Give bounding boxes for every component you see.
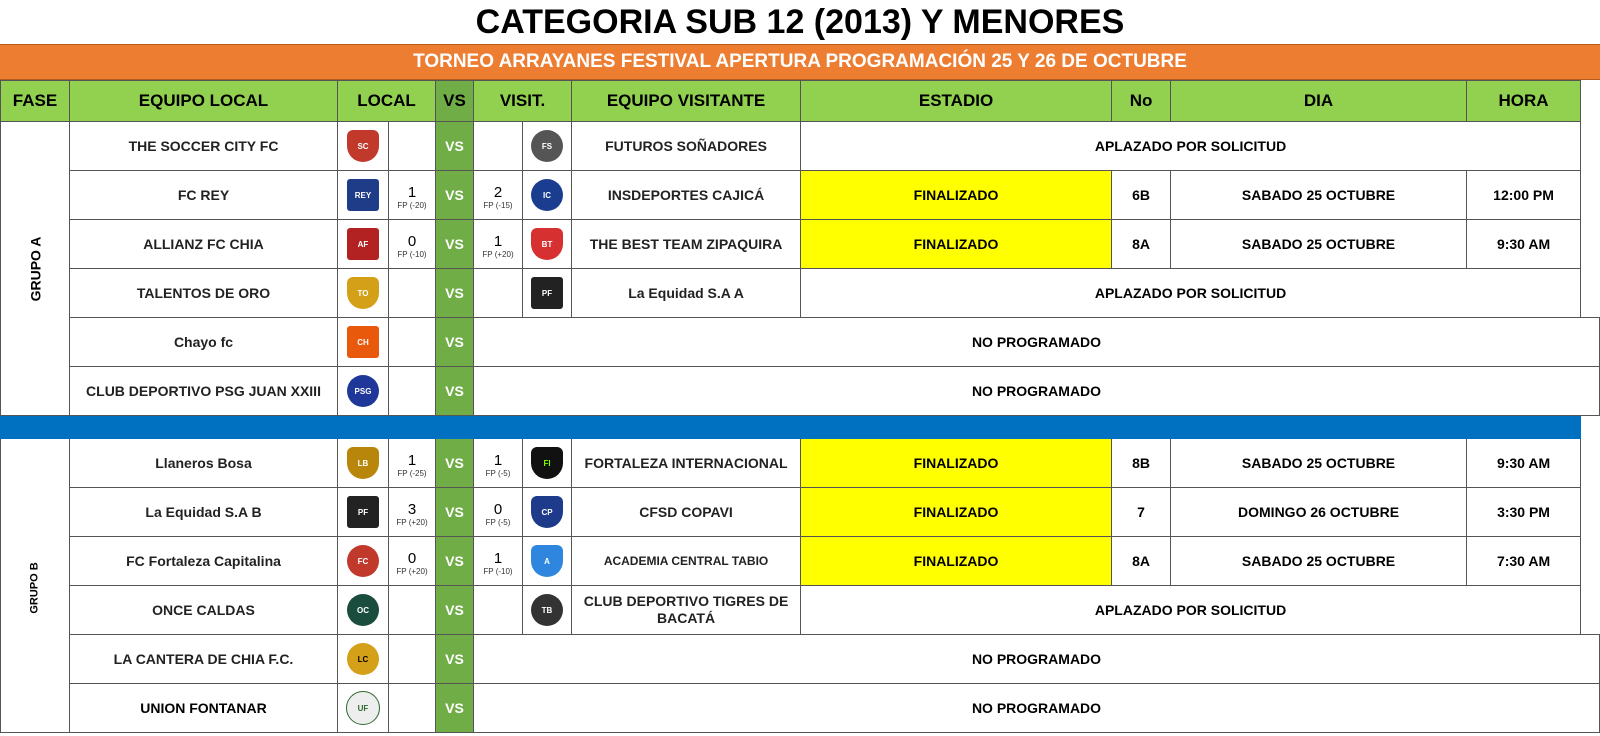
visitor-team: La Equidad S.A A	[572, 269, 801, 318]
local-score: 3 FP (+20)	[389, 488, 436, 537]
vs-cell: VS	[436, 488, 474, 537]
stadium-status: FINALIZADO	[801, 488, 1112, 537]
table-row	[1, 122, 1600, 171]
visit-score: 2 FP (-15)	[474, 171, 523, 220]
local-team: La Equidad S.A B	[70, 488, 338, 537]
central-tabio-logo-icon: A	[531, 545, 563, 577]
field-number: 6B	[1112, 171, 1171, 220]
local-team: LA CANTERA DE CHIA F.C.	[70, 635, 338, 684]
local-score: 1 FP (-25)	[389, 439, 436, 488]
header-local-team: EQUIPO LOCAL	[70, 81, 338, 122]
table-row	[1, 586, 1600, 635]
match-status: NO PROGRAMADO	[474, 318, 1600, 367]
vs-cell: VS	[436, 586, 474, 635]
match-hour: 12:00 PM	[1467, 171, 1581, 220]
fortaleza-internacional-logo-icon: FI	[531, 447, 563, 479]
local-score: 0 FP (+20)	[389, 537, 436, 586]
visitor-team: CFSD COPAVI	[572, 488, 801, 537]
match-hour: 3:30 PM	[1467, 488, 1581, 537]
insdeportes-logo-icon: IC	[531, 179, 563, 211]
table-row	[1, 269, 1600, 318]
local-team: ALLIANZ FC CHIA	[70, 220, 338, 269]
visit-score: 1 FP (-5)	[474, 439, 523, 488]
vs-cell: VS	[436, 684, 474, 733]
once-caldas-logo-icon: OC	[347, 594, 379, 626]
fc-rey-logo-icon: REY	[347, 179, 379, 211]
best-team-logo-icon: BT	[531, 228, 563, 260]
visit-score: 1 FP (+20)	[474, 220, 523, 269]
stadium-status: FINALIZADO	[801, 537, 1112, 586]
table-row	[1, 171, 1600, 220]
table-row	[1, 439, 1600, 488]
local-team: FC Fortaleza Capitalina	[70, 537, 338, 586]
field-number: 8A	[1112, 220, 1171, 269]
header-no: No	[1112, 81, 1171, 122]
header-stadium: ESTADIO	[801, 81, 1112, 122]
table-row	[1, 537, 1600, 586]
match-hour: 9:30 AM	[1467, 220, 1581, 269]
group-b-label: GRUPO B	[1, 439, 70, 733]
visitor-team: ACADEMIA CENTRAL TABIO	[572, 537, 801, 586]
vs-cell: VS	[436, 439, 474, 488]
match-status: NO PROGRAMADO	[474, 635, 1600, 684]
local-team: Chayo fc	[70, 318, 338, 367]
match-hour: 7:30 AM	[1467, 537, 1581, 586]
field-number: 7	[1112, 488, 1171, 537]
vs-cell: VS	[436, 367, 474, 416]
fortaleza-capitalina-logo-icon: FC	[347, 545, 379, 577]
allianz-logo-icon: AF	[347, 228, 379, 260]
group-a-label: GRUPO A	[1, 122, 70, 416]
table-row	[1, 220, 1600, 269]
vs-cell: VS	[436, 537, 474, 586]
match-day: SABADO 25 OCTUBRE	[1171, 439, 1467, 488]
futuros-sonadores-logo-icon: FS	[531, 130, 563, 162]
table-row	[1, 318, 1600, 367]
local-team: FC REY	[70, 171, 338, 220]
local-team: UNION FONTANAR	[70, 684, 338, 733]
cantera-chia-logo-icon: LC	[347, 643, 379, 675]
match-status: NO PROGRAMADO	[474, 684, 1600, 733]
the-soccer-city-logo-icon: SC	[347, 130, 379, 162]
visitor-team: CLUB DEPORTIVO TIGRES DE BACATÁ	[572, 586, 801, 635]
match-hour: 9:30 AM	[1467, 439, 1581, 488]
vs-cell: VS	[436, 171, 474, 220]
union-fontanar-logo-icon: UF	[346, 691, 380, 725]
header-row	[1, 81, 1600, 122]
match-status: APLAZADO POR SOLICITUD	[801, 586, 1581, 635]
field-number: 8B	[1112, 439, 1171, 488]
schedule-table	[0, 80, 1600, 733]
visit-score: 1 FP (-10)	[474, 537, 523, 586]
local-team: TALENTOS DE ORO	[70, 269, 338, 318]
talentos-de-oro-logo-icon: TO	[347, 277, 379, 309]
local-score: 0 FP (-10)	[389, 220, 436, 269]
vs-cell: VS	[436, 122, 474, 171]
match-day: SABADO 25 OCTUBRE	[1171, 220, 1467, 269]
visitor-team: THE BEST TEAM ZIPAQUIRA	[572, 220, 801, 269]
stadium-status: FINALIZADO	[801, 220, 1112, 269]
tournament-banner: TORNEO ARRAYANES FESTIVAL APERTURA PROGRAMACIÓN 25 Y 26 DE OCTUBRE	[0, 44, 1600, 80]
header-hour: HORA	[1467, 81, 1581, 122]
visitor-team: INSDEPORTES CAJICÁ	[572, 171, 801, 220]
page-title: CATEGORIA SUB 12 (2013) Y MENORES	[475, 3, 1125, 41]
equidad-b-logo-icon: PF	[347, 496, 379, 528]
header-visit: VISIT.	[474, 81, 572, 122]
match-day: SABADO 25 OCTUBRE	[1171, 171, 1467, 220]
stadium-status: FINALIZADO	[801, 439, 1112, 488]
stadium-status: FINALIZADO	[801, 171, 1112, 220]
header-visit-team: EQUIPO VISITANTE	[572, 81, 801, 122]
tigres-bacata-logo-icon: TB	[531, 594, 563, 626]
local-team: THE SOCCER CITY FC	[70, 122, 338, 171]
local-score: 1 FP (-20)	[389, 171, 436, 220]
match-day: DOMINGO 26 OCTUBRE	[1171, 488, 1467, 537]
equidad-logo-icon: PF	[531, 277, 563, 309]
table-row	[1, 635, 1600, 684]
header-day: DIA	[1171, 81, 1467, 122]
field-number: 8A	[1112, 537, 1171, 586]
vs-cell: VS	[436, 269, 474, 318]
vs-cell: VS	[436, 635, 474, 684]
visitor-team: FUTUROS SOÑADORES	[572, 122, 801, 171]
table-row	[1, 367, 1600, 416]
local-team: ONCE CALDAS	[70, 586, 338, 635]
copavi-logo-icon: CP	[531, 496, 563, 528]
visit-score: 0 FP (-5)	[474, 488, 523, 537]
local-team: Llaneros Bosa	[70, 439, 338, 488]
vs-cell: VS	[436, 220, 474, 269]
group-separator	[1, 416, 1600, 439]
llaneros-logo-icon: LB	[347, 447, 379, 479]
match-status: NO PROGRAMADO	[474, 367, 1600, 416]
match-status: APLAZADO POR SOLICITUD	[801, 269, 1581, 318]
table-row	[1, 684, 1600, 733]
header-vs: VS	[436, 81, 474, 122]
chayo-logo-icon: CH	[347, 326, 379, 358]
header-fase: FASE	[1, 81, 70, 122]
table-row	[1, 488, 1600, 537]
vs-cell: VS	[436, 318, 474, 367]
visitor-team: FORTALEZA INTERNACIONAL	[572, 439, 801, 488]
header-local: LOCAL	[338, 81, 436, 122]
local-team: CLUB DEPORTIVO PSG JUAN XXIII	[70, 367, 338, 416]
psg-juan-logo-icon: PSG	[347, 375, 379, 407]
match-status: APLAZADO POR SOLICITUD	[801, 122, 1581, 171]
match-day: SABADO 25 OCTUBRE	[1171, 537, 1467, 586]
